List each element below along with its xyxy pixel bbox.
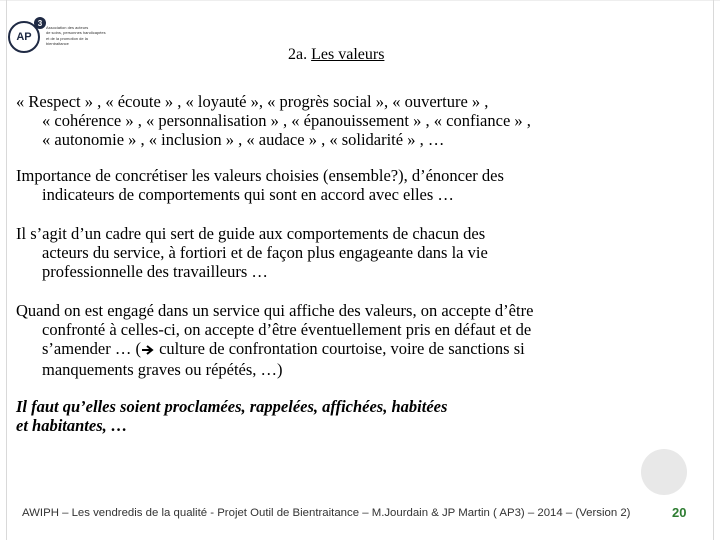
slide-right-border [713,0,714,540]
logo-mark: AP [8,21,40,53]
page-title [288,46,384,64]
cadre-paragraph [16,224,688,281]
logo-line: Association des acteurs [46,25,89,30]
logo-superscript: 3 [34,17,46,29]
engage-line-with-arrow [16,339,688,360]
footer-text: AWIPH – Les vendredis de la qualité - Projet Outil de Bientraitance – M.Jourdain & JP Martin ( AP3) – 2014 – (Version 2) [22,507,631,519]
engage-paragraph [16,301,688,379]
cadre-line: acteurs du service, à fortiori et de façon plus engageante dans la vie [42,243,488,262]
logo-line: de soins, personnes handicapées [46,30,106,36]
page-number: 20 [672,505,687,520]
engage-line: confronté à celles-ci, on accepte d’être éventuellement pris en défaut et de [42,320,532,339]
importance-line: Importance de concrétiser les valeurs choisies (ensemble?), d’énoncer des [16,166,504,185]
importance-line: indicateurs de comportements qui sont en accord avec elles … [42,185,454,204]
decorative-circle [641,449,687,495]
values-list-paragraph [16,92,688,149]
cadre-line: professionnelle des travailleurs … [42,262,268,281]
engage-fragment: s’amender … ( [42,339,141,358]
title-number: 2a. [288,46,308,63]
engage-fragment: culture de confrontation courtoise, voire de sanctions si [154,339,525,358]
logo-line: et de la promotion de la [46,35,88,41]
cadre-line: Il s’agit d’un cadre qui sert de guide aux comportements de chacun des [16,224,486,243]
logo-text [46,25,108,47]
engage-line: manquements graves ou répétés, …) [42,360,283,379]
values-line: « cohérence » , « personnalisation » , « épanouissement » , « confiance » , [42,111,531,130]
engage-line: Quand on est engagé dans un service qui affiche des valeurs, on accepte d’être [16,301,534,320]
closing-paragraph [16,397,688,435]
slide-top-border [0,0,720,1]
closing-line: et habitantes, … [16,416,128,435]
slide-left-border [6,0,7,540]
ap3-logo [8,20,108,56]
right-arrow-icon [141,341,155,360]
values-line: « autonomie » , « inclusion » , « audace » , « solidarité » , … [42,130,445,149]
title-text: Les valeurs [311,46,385,63]
values-line: « Respect » , « écoute » , « loyauté », « progrès social », « ouverture » , [16,92,489,111]
importance-paragraph [16,166,688,204]
logo-line: bientraitance [46,41,69,47]
closing-line: Il faut qu’elles soient proclamées, rappelées, affichées, habitées [16,397,448,416]
